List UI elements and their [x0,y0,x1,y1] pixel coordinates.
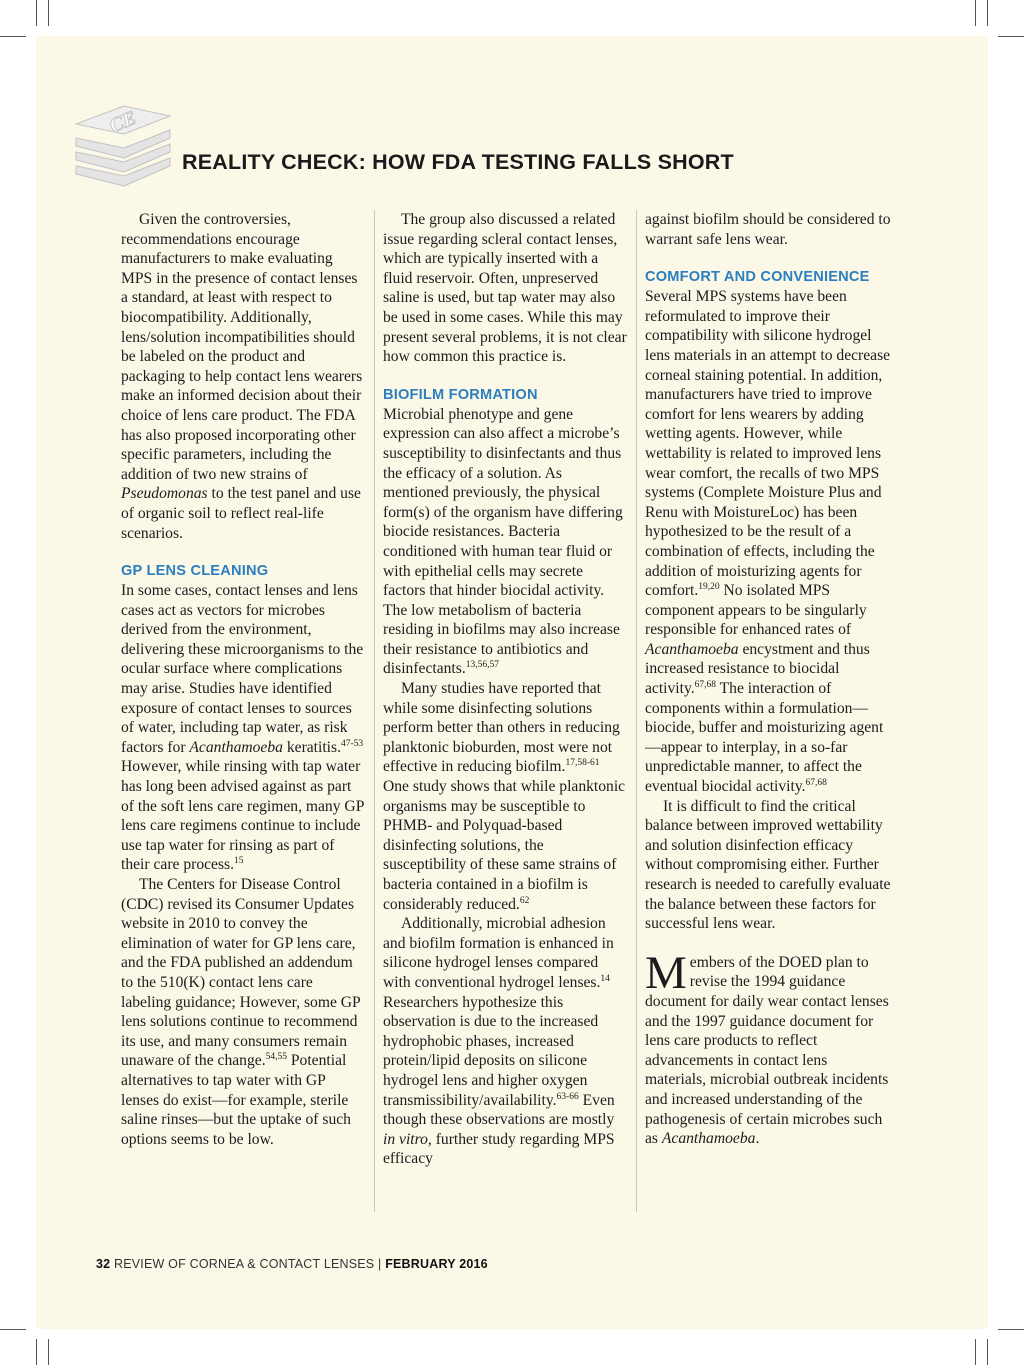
paragraph: The group also discussed a related issue regarding scleral contact lenses, which are typically inserted with a fluid reservoir. Often, unpreserved saline is used, but tap water may also be used in some cases. While this may present several problems, it is not clear how common this practice is. [383,211,627,366]
crop-mark [987,1339,988,1365]
column-2 [383,210,627,1169]
crop-mark [987,0,988,26]
crop-mark [998,1329,1024,1330]
paragraph: Given the controversies, recommendations encourage manufacturers to make evaluating MPS in the presence of contact lenses a standard, at least with respect to biocompatibility. Additionally, lens/solution incompatibilities should be labeled on the product and packaging to help contact lens wearers make an informed decision about their choice of lens care product. The FDA has also proposed incorporating other specific parameters, including the addition of two new strains of Pseudomonas to the test panel and use of organic soil to reflect real-life scenarios. [121,211,363,542]
crop-mark [998,36,1024,37]
paragraph: against biofilm should be considered to warrant safe lens wear. [645,211,891,248]
paragraph: Several MPS systems have been reformulated to improve their compatibility with silicone hydrogel lens materials in an attempt to decrease corneal staining potential. In addition, manufacturers have tried to improve comfort for lens wearers by adding wetting agents. However, while wettability is related to improved lens wear comfort, the recalls of two MPS systems (Complete Moisture Plus and Renu with MoistureLoc) has been hypothesized to be the result of a combination of effects, including the addition of moisturizing agents for comfort.$^{19,20}$ No isolated MPS component appears to be singularly responsible for enhanced rates of Acanthamoeba encystment and thus increased resistance to biocidal activity.$^{67,68}$ The interaction of components within a formulation—biocide, buffer and moisturizing agent—appear to interplay, in a so-far unpredictable manner, to affect the eventual biocidal activity.$^{67,68}$ [645,288,891,796]
section-heading-biofilm-formation: BIOFILM FORMATION [383,386,538,403]
section-heading-comfort-and-convenience: COMFORT AND CONVENIENCE [645,269,870,286]
crop-mark [48,1339,49,1365]
drop-cap: M [645,946,687,999]
ce-stack-icon [66,104,178,194]
paragraph: Many studies have reported that while some disinfecting solutions perform better than others in reducing planktonic bioburden, most were not effective in reducing biofilm.$^{17,58-61}$ One study shows that while planktonic organisms may be susceptible to PHMB- and Polyquad-based disinfecting solutions, the susceptibility of these same strains of bacteria contained in a biofilm is considerably reduced.$^{62}$ [383,680,626,913]
column-divider [374,210,375,1212]
crop-mark [0,36,26,37]
crop-mark [36,0,37,26]
page-title: REALITY CHECK: HOW FDA TESTING FALLS SHORT [182,150,734,174]
footer-separator: | [378,1257,382,1271]
journal-name: REVIEW OF CORNEA & CONTACT LENSES [114,1257,375,1271]
paragraph: In some cases, contact lenses and lens cases act as vectors for microbes derived from the environment, delivering these microorganisms to the ocular surface where complications may arise. Studies have identified exposure of contact lenses to sources of water, including tap water, as risk factors for Acanthamoeba keratitis.$^{47-53}$ However, while rinsing with tap water has long been advised against as part of the soft lens care regimen, many GP lens care regimens continue to include use tap water for rinsing as part of their care process.$^{15}$ [121,582,364,874]
crop-mark [975,0,976,26]
paragraph: The Centers for Disease Control (CDC) revised its Consumer Updates website in 2010 to convey the elimination of water for GP lens care, and the FDA published an addendum to the 510(K) contact lens care labeling guidance; However, some GP lens solutions continue to recommend its use, and many consumers remain unaware of the change.$^{54,55}$ Potential alternatives to tap water with GP lenses do exist—for example, sterile saline rinses—but the uptake of such options seems to be low. [121,876,361,1148]
crop-mark [36,1339,37,1365]
issue-date: FEBRUARY 2016 [385,1257,488,1271]
column-1 [121,210,365,1149]
page-footer [96,1257,488,1271]
crop-mark [48,0,49,26]
ce-icon-label: CE [106,106,140,138]
section-heading-gp-lens-cleaning: GP LENS CLEANING [121,563,269,580]
column-divider [636,210,637,1212]
crop-mark [0,1329,26,1330]
page-number: 32 [96,1257,111,1271]
paragraph-dropcap: Members of the DOED plan to revise the 1994 guidance document for daily wear contact lenses and the 1997 guidance document for lens care products to reflect advancements in contact lens materials, microbial outbreak incidents and increased understanding of the pathogenesis of certain microbes such as Acanthamoeba. [645,946,889,1148]
paragraph: It is difficult to find the critical balance between improved wettability and solution disinfection efficacy without compromising either. Further research is needed to carefully evaluate the balance between these factors for successful lens wear. [645,797,891,933]
paragraph: Microbial phenotype and gene expression can also affect a microbe’s susceptibility to disinfectants and thus the efficacy of a solution. As mentioned previously, the physical form(s) of the organism have differing biocide resistances. Bacteria conditioned with human tear fluid or with epithelial cells may secrete factors that hinder biocidal activity. The low metabolism of bacteria residing in biofilms may also increase their resistance to antibiotics and disinfectants.$^{13,56,57}$ [383,405,623,678]
paragraph: Additionally, microbial adhesion and biofilm formation is enhanced in silicone hydrogel lenses compared with conventional hydrogel lenses.$^{14}$ Researchers hypothesize this observation is due to the increased hydrophobic phases, increased protein/lipid deposits on silicone hydrogel lens and higher oxygen transmissibility/availability.$^{63-66}$ Even though these observations are mostly in vitro, further study regarding MPS efficacy [383,915,615,1168]
crop-mark [975,1339,976,1365]
column-3 [645,210,891,1149]
